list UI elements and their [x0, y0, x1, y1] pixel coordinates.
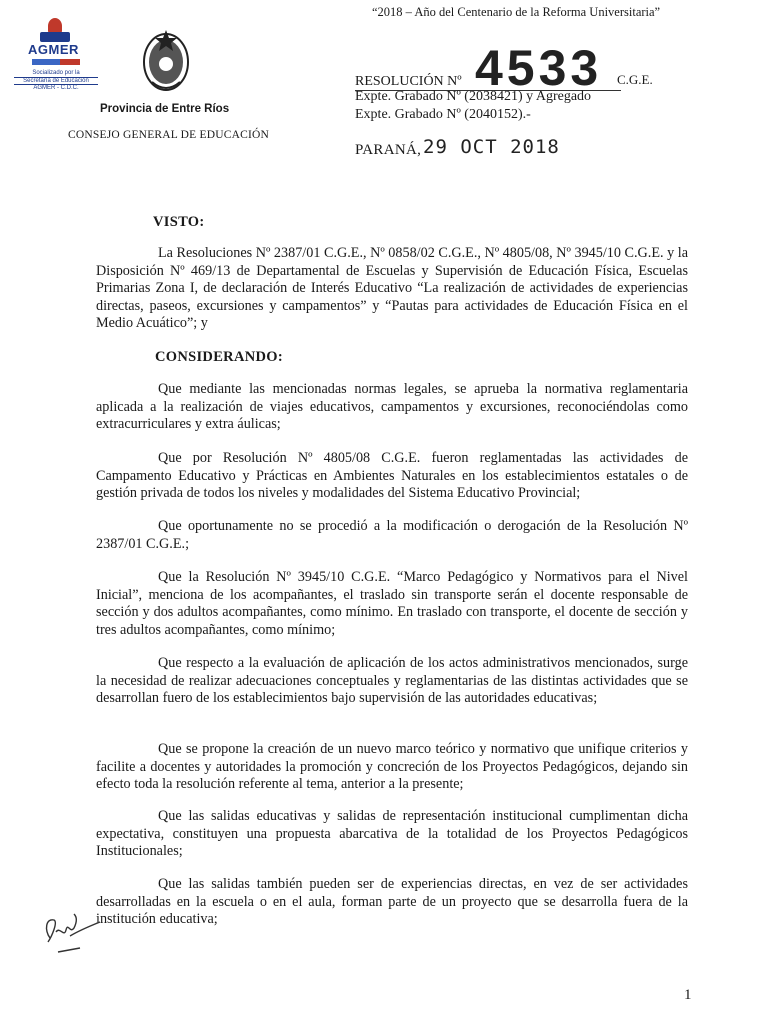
logo-bar-red	[60, 59, 80, 65]
considerando-paragraph: Que las salidas educativas y salidas de representación institucional cumplimentan dicha expectativa, constituyen una propuesta abarcativa de la totalidad de los Proyectos Pedagógicos Institucionales;	[96, 808, 688, 859]
graduation-cap-icon	[40, 32, 70, 42]
considerando-paragraph: Que respecto a la evaluación de aplicación de los actos administrativos mencionados, surge la necesidad de realizar adecuaciones conceptuales y reglamentarias de las distintas actividades que se desarrollan fuero de los establecimientos bajo supervisión de las autoridades educativas;	[96, 655, 688, 706]
city-label: PARANÁ,	[355, 142, 422, 158]
resolution-header	[355, 40, 655, 96]
considerando-paragraph: Que mediante las mencionadas normas legales, se aprueba la normativa reglamentaria aplicada a la realización de viajes educativos, campamentos y excursiones, reconociéndolas como extracurriculares y extra áulicas;	[96, 381, 688, 432]
considerando-paragraph: Que la Resolución Nº 3945/10 C.G.E. “Marco Pedagógico y Normativos para el Nivel Inicial”, menciona de los acompañantes, el traslado sin transporte serán el docente responsable de sección y dos adultos acompañantes, como mínimo. En traslado con transporte, el docente de sección y tres adultos acompañantes, como mínimo;	[96, 569, 688, 638]
considerando-paragraph: Que oportunamente no se procedió a la modificación o derogación de la Resolución Nº 2387/01 C.G.E.;	[96, 518, 688, 552]
resolution-number: 4533	[475, 40, 603, 96]
visto-heading: VISTO:	[153, 214, 205, 230]
provincial-crest-icon	[140, 24, 192, 94]
agmer-stamp	[14, 70, 98, 92]
council-name: CONSEJO GENERAL DE EDUCACIÓN	[68, 129, 269, 141]
visto-paragraph: La Resoluciones Nº 2387/01 C.G.E., Nº 0858/02 C.G.E., Nº 4805/08, Nº 3945/10 C.G.E. y la Disposición Nº 469/13 de Departamental de Escuelas y Supervisión de Educación Física, Escuelas Primarias Zona I, de declaración de Interés Educativo “La realización de actividades de experiencias directas, paseos, excursiones y campamentos” y “Pautas para actividades de Educación Física en el Medio Acuático”; y	[96, 245, 688, 331]
considerando-paragraph: Que se propone la creación de un nuevo marco teórico y normativo que unifique criterios y facilite a docentes y autoridades la promoción y concreción de los Proyectos Pedagógicos, dejando sin efecto toda la resolución referente al tema, anterior a la presente;	[96, 741, 688, 792]
province-name: Provincia de Entre Ríos	[100, 103, 230, 115]
date-stamp: 29 OCT 2018	[423, 136, 560, 158]
expediente-line-2: Expte. Grabado Nº (2040152).-	[355, 107, 531, 122]
resolution-label: RESOLUCIÓN Nº	[355, 74, 462, 89]
considerando-paragraph: Que las salidas también pueden ser de experiencias directas, en vez de ser actividades desarrolladas en la escuela o en el aula, forman parte de un proyecto que se desarrolla fuera de la institución educativa;	[96, 876, 688, 927]
expediente-line-1: Expte. Grabado Nº (2038421) y Agregado	[355, 89, 592, 104]
resolution-suffix: C.G.E.	[617, 72, 653, 87]
page-number: 1	[684, 987, 692, 1003]
agmer-logo-name: AGMER	[28, 42, 79, 57]
year-slogan: “2018 – Año del Centenario de la Reforma Universitaria”	[372, 5, 661, 19]
handwritten-initials	[40, 908, 110, 960]
stamp-line: Secretaría de Educación	[14, 78, 98, 86]
considerando-heading: CONSIDERANDO:	[155, 349, 283, 365]
considerando-paragraph: Que por Resolución Nº 4805/08 C.G.E. fueron reglamentadas las actividades de Campamento Educativo y Prácticas en Ambientes Naturales en los establecimientos estatales o de gestión privada de todos los niveles y modalidades del Sistema Educativo Provincial;	[96, 450, 688, 501]
stamp-line: AGMER - C.D.C.	[33, 85, 79, 91]
stamp-line: Socializado por la	[14, 70, 98, 78]
